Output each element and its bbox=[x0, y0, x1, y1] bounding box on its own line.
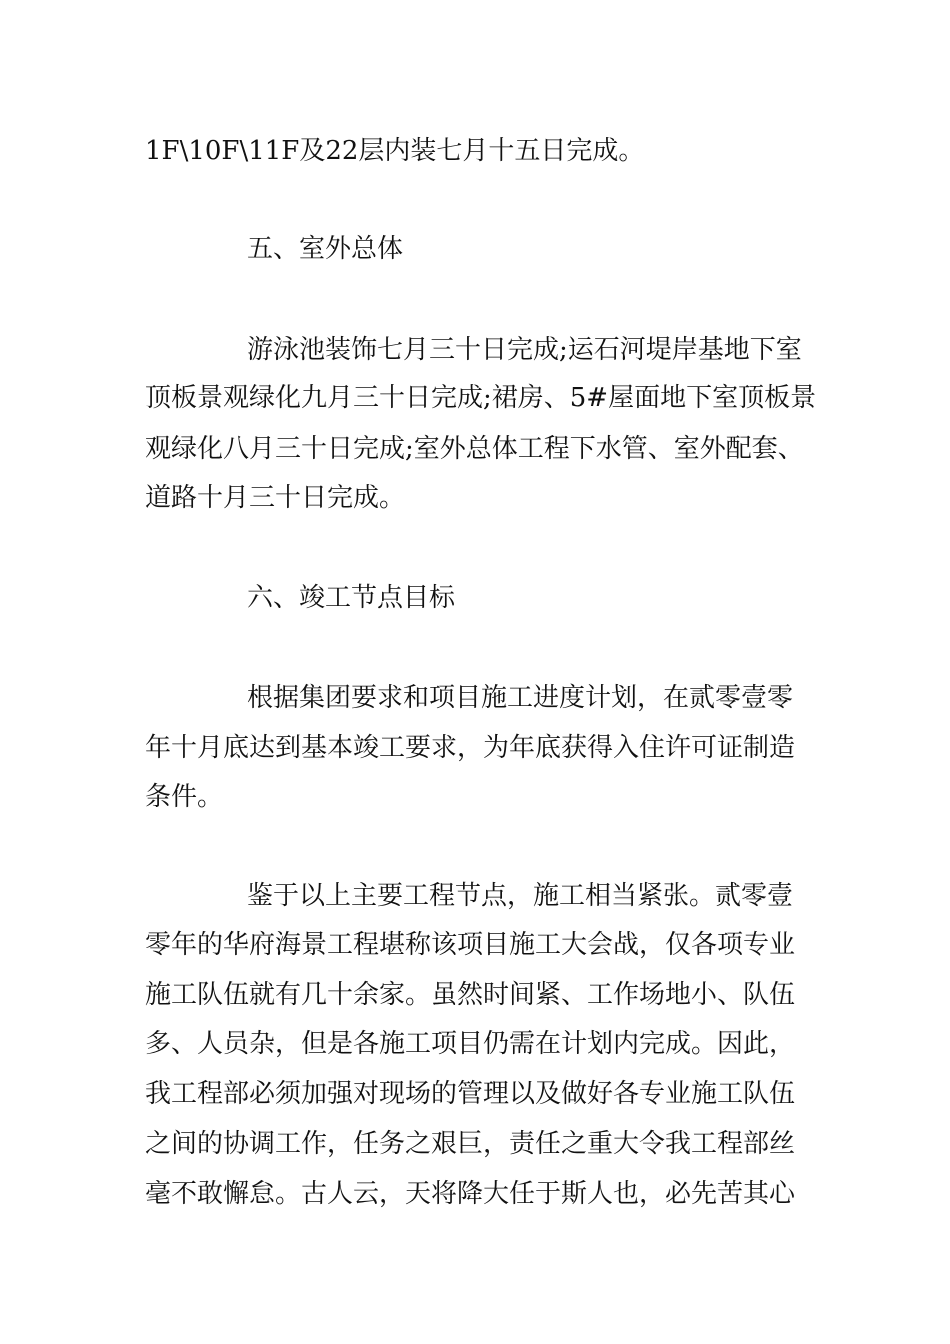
paragraph-line: 道路十月三十日完成。 bbox=[145, 483, 406, 513]
paragraph-line: 施工队伍就有几十余家。虽然时间紧、工作场地小、队伍 bbox=[145, 980, 796, 1010]
paragraph-line: 1F\10F\11F及22层内装七月十五日完成。 bbox=[145, 136, 645, 166]
paragraph-line: 顶板景观绿化九月三十日完成;裙房、5#屋面地下室顶板景 bbox=[145, 383, 817, 413]
section-heading: 五、室外总体 bbox=[247, 234, 404, 264]
paragraph-line: 年十月底达到基本竣工要求，为年底获得入住许可证制造 bbox=[145, 733, 796, 763]
section-heading: 六、竣工节点目标 bbox=[247, 583, 456, 613]
paragraph-line: 我工程部必须加强对现场的管理以及做好各专业施工队伍 bbox=[145, 1079, 796, 1109]
paragraph-line: 之间的协调工作，任务之艰巨，责任之重大令我工程部丝 bbox=[145, 1129, 796, 1159]
paragraph-line: 毫不敢懈怠。古人云，天将降大任于斯人也，必先苦其心 bbox=[145, 1179, 796, 1209]
paragraph-line: 观绿化八月三十日完成;室外总体工程下水管、室外配套、 bbox=[145, 434, 804, 464]
paragraph-line: 多、人员杂，但是各施工项目仍需在计划内完成。因此， bbox=[145, 1029, 796, 1059]
paragraph-line: 条件。 bbox=[145, 782, 224, 812]
paragraph-line: 鉴于以上主要工程节点，施工相当紧张。贰零壹 bbox=[247, 881, 794, 911]
paragraph-line: 根据集团要求和项目施工进度计划，在贰零壹零 bbox=[247, 683, 794, 713]
paragraph-line: 游泳池装饰七月三十日完成;运石河堤岸基地下室 bbox=[247, 335, 802, 365]
paragraph-line: 零年的华府海景工程堪称该项目施工大会战，仅各项专业 bbox=[145, 930, 796, 960]
